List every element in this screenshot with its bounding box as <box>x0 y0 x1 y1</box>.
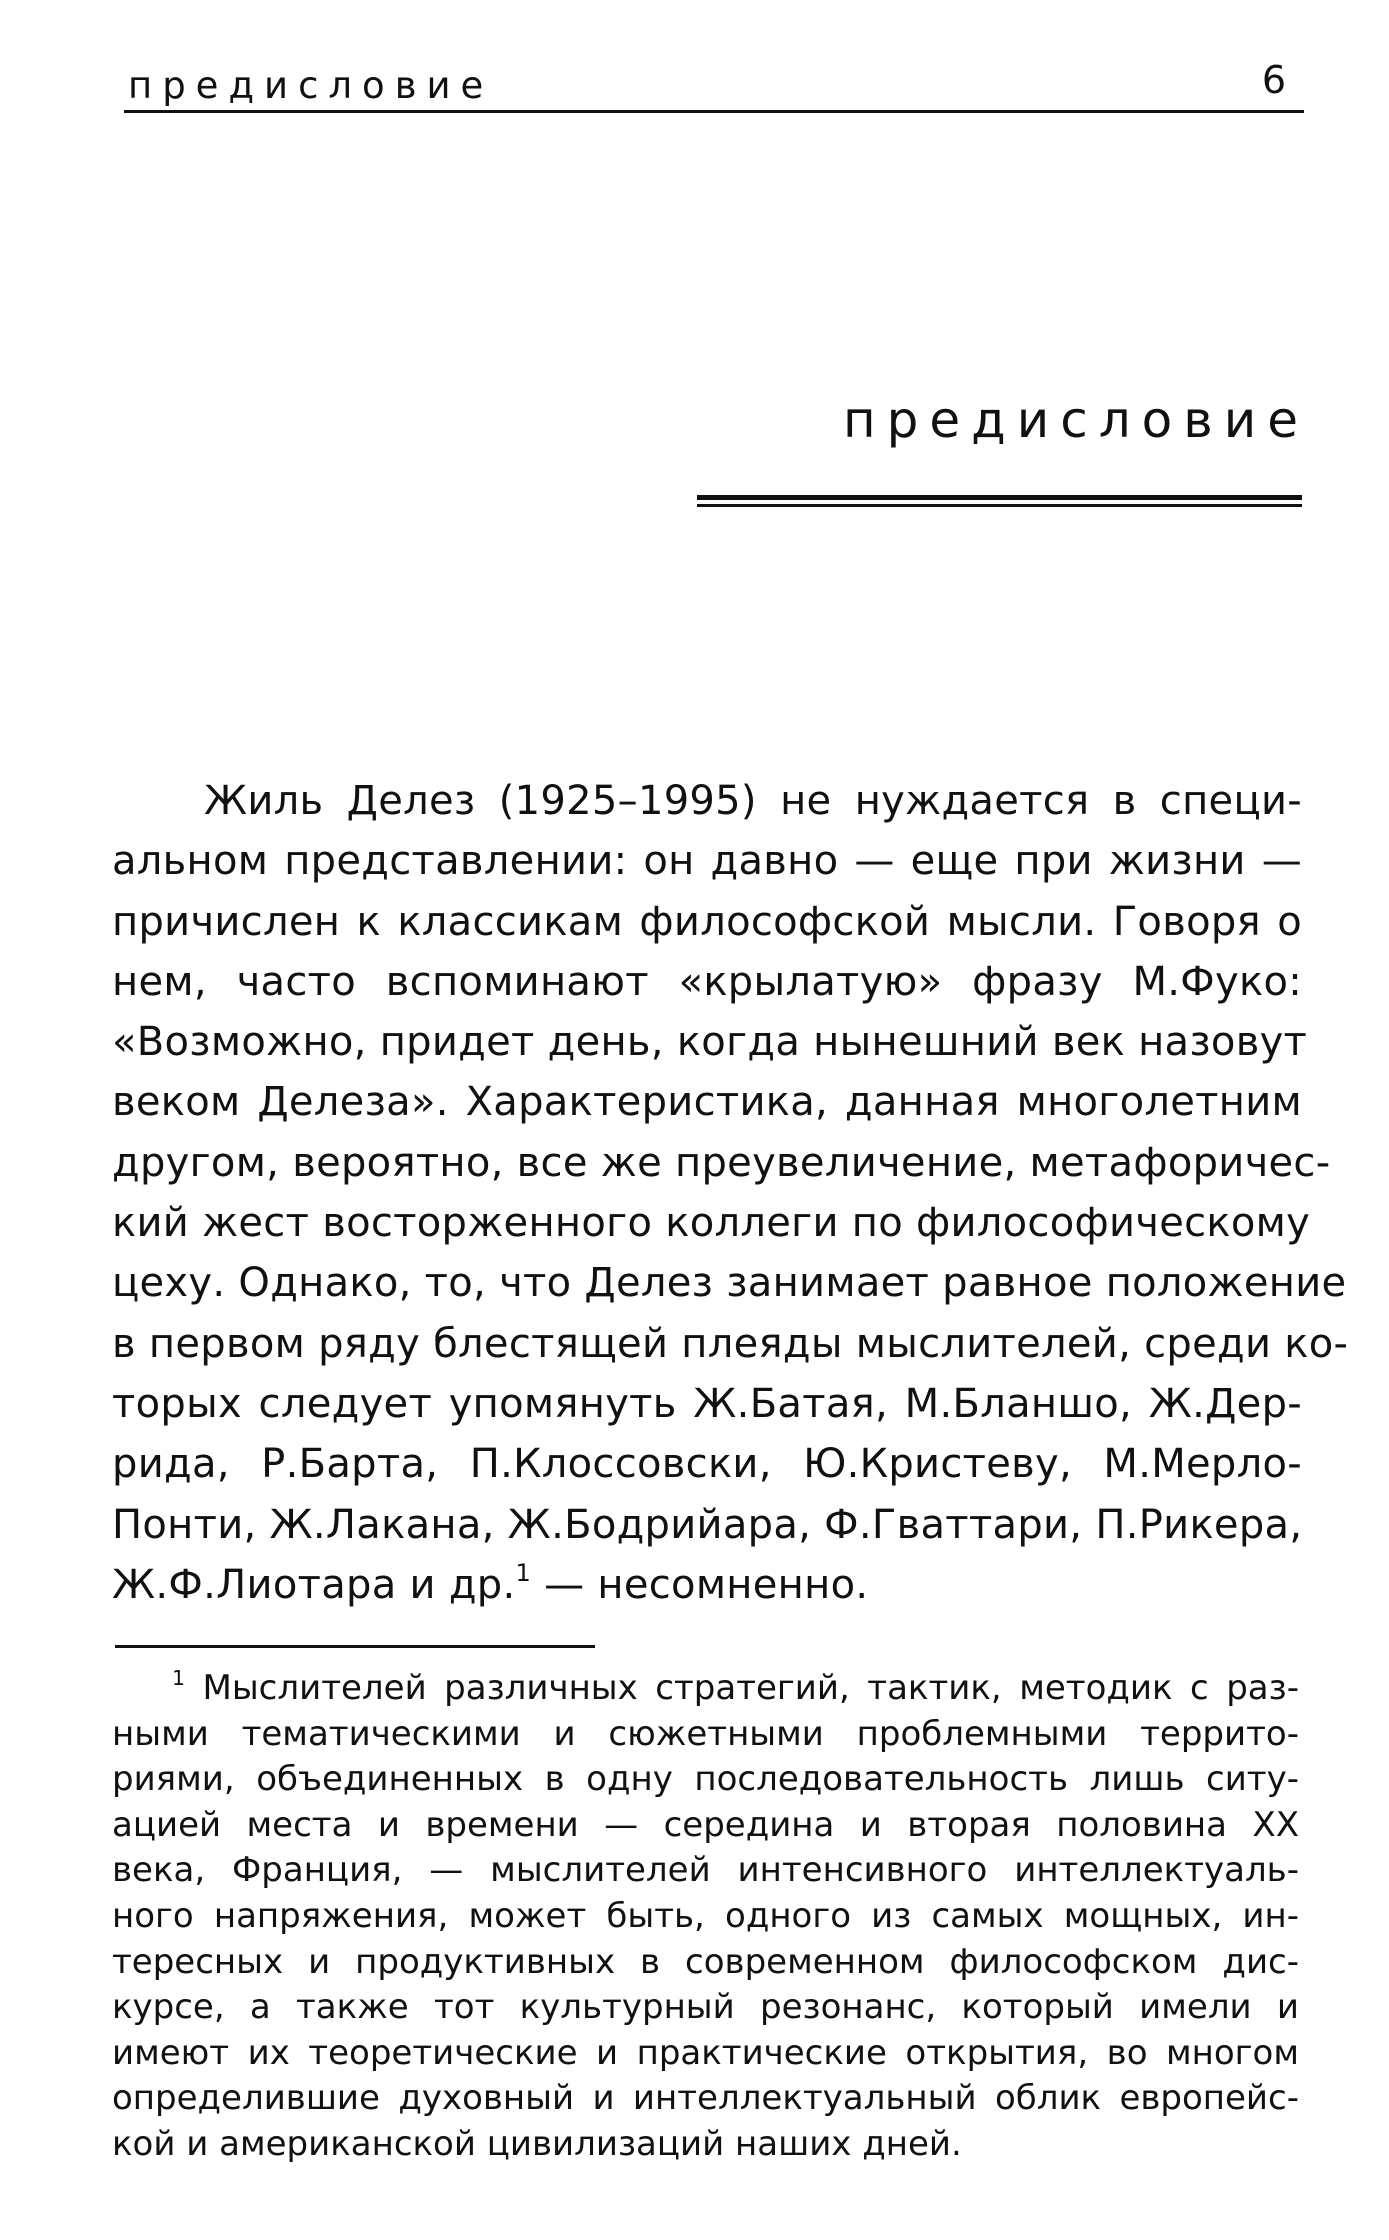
footnote-line: ного напряжения, может быть, одного из самых мощных, ин- <box>112 1895 1299 1936</box>
chapter-title-rule-thick <box>697 495 1302 500</box>
body-line: кий жест восторженного коллеги по философическому <box>112 1200 1311 1247</box>
page-number: 6 <box>1261 58 1286 102</box>
body-line: рида, Р.Барта, П.Клоссовски, Ю.Кристеву, М.Мерло- <box>112 1441 1302 1488</box>
footnote-line: определившие духовный и интеллектуальный облик европейс- <box>112 2078 1299 2119</box>
body-line: другом, вероятно, все же преувеличение, метафоричес- <box>112 1139 1331 1186</box>
footnote-separator <box>115 1645 595 1648</box>
footnote-line: века, Франция, — мыслителей интенсивного интеллектуаль- <box>112 1850 1299 1891</box>
body-line: цеху. Однако, то, что Делез занимает равное положение <box>112 1260 1347 1307</box>
body-last-line-text: Ж.Ф.Лиотара и др. <box>112 1561 516 1608</box>
body-line: торых следует упомянуть Ж.Батая, М.Бланшо, Ж.Дер- <box>112 1380 1302 1427</box>
footnote-line: имеют их теоретические и практические открытия, во многом <box>112 2032 1299 2073</box>
body-line: причислен к классикам философской мысли. Говоря о <box>112 898 1302 945</box>
footnote-first-line-text: Мыслителей различных стратегий, тактик, методик с раз- <box>184 1668 1299 1708</box>
running-head <box>124 58 1304 108</box>
footnote-line: ными тематическими и сюжетными проблемными террито- <box>112 1713 1299 1754</box>
body-last-line <box>112 1555 1302 1615</box>
footnote-line: тересных и продуктивных в современном философском дис- <box>112 1941 1299 1982</box>
body-line: Жиль Делез (1925–1995) не нуждается в специ- <box>204 778 1302 824</box>
chapter-title: предисловие <box>842 391 1309 449</box>
body-line: «Возможно, придет день, когда нынешний век назовут <box>112 1019 1308 1066</box>
body-line: веком Делеза». Характеристика, данная многолетним <box>112 1079 1302 1126</box>
footnote-reference: 1 <box>515 1559 532 1588</box>
footnote-line: курсе, а также тот культурный резонанс, который имели и <box>112 1987 1299 2028</box>
footnote-first-line <box>112 1666 1299 1712</box>
footnote <box>112 1666 1299 2168</box>
body-line: в первом ряду блестящей плеяды мыслителей, среди ко- <box>112 1320 1349 1367</box>
body-line: альном представлении: он давно — еще при жизни — <box>112 838 1302 885</box>
chapter-title-rule-thin <box>697 504 1302 507</box>
body-line: нем, часто вспоминают «крылатую» фразу М.Фуко: <box>112 958 1302 1005</box>
footnote-last-line: кой и американской цивилизаций наших дней. <box>112 2123 962 2164</box>
running-head-rule <box>124 110 1304 113</box>
footnote-line: риями, объединенных в одну последовательность лишь ситу- <box>112 1759 1299 1800</box>
footnote-marker: 1 <box>172 1665 185 1690</box>
body-line: Понти, Ж.Лакана, Ж.Бодрийара, Ф.Гваттари, П.Рикера, <box>112 1501 1303 1548</box>
footnote-line: ацией места и времени — середина и вторая половина XX <box>112 1804 1299 1845</box>
running-head-title: предисловие <box>128 64 494 107</box>
body-paragraph <box>112 771 1349 1615</box>
body-last-line-ending: — несомненно. <box>531 1561 869 1608</box>
